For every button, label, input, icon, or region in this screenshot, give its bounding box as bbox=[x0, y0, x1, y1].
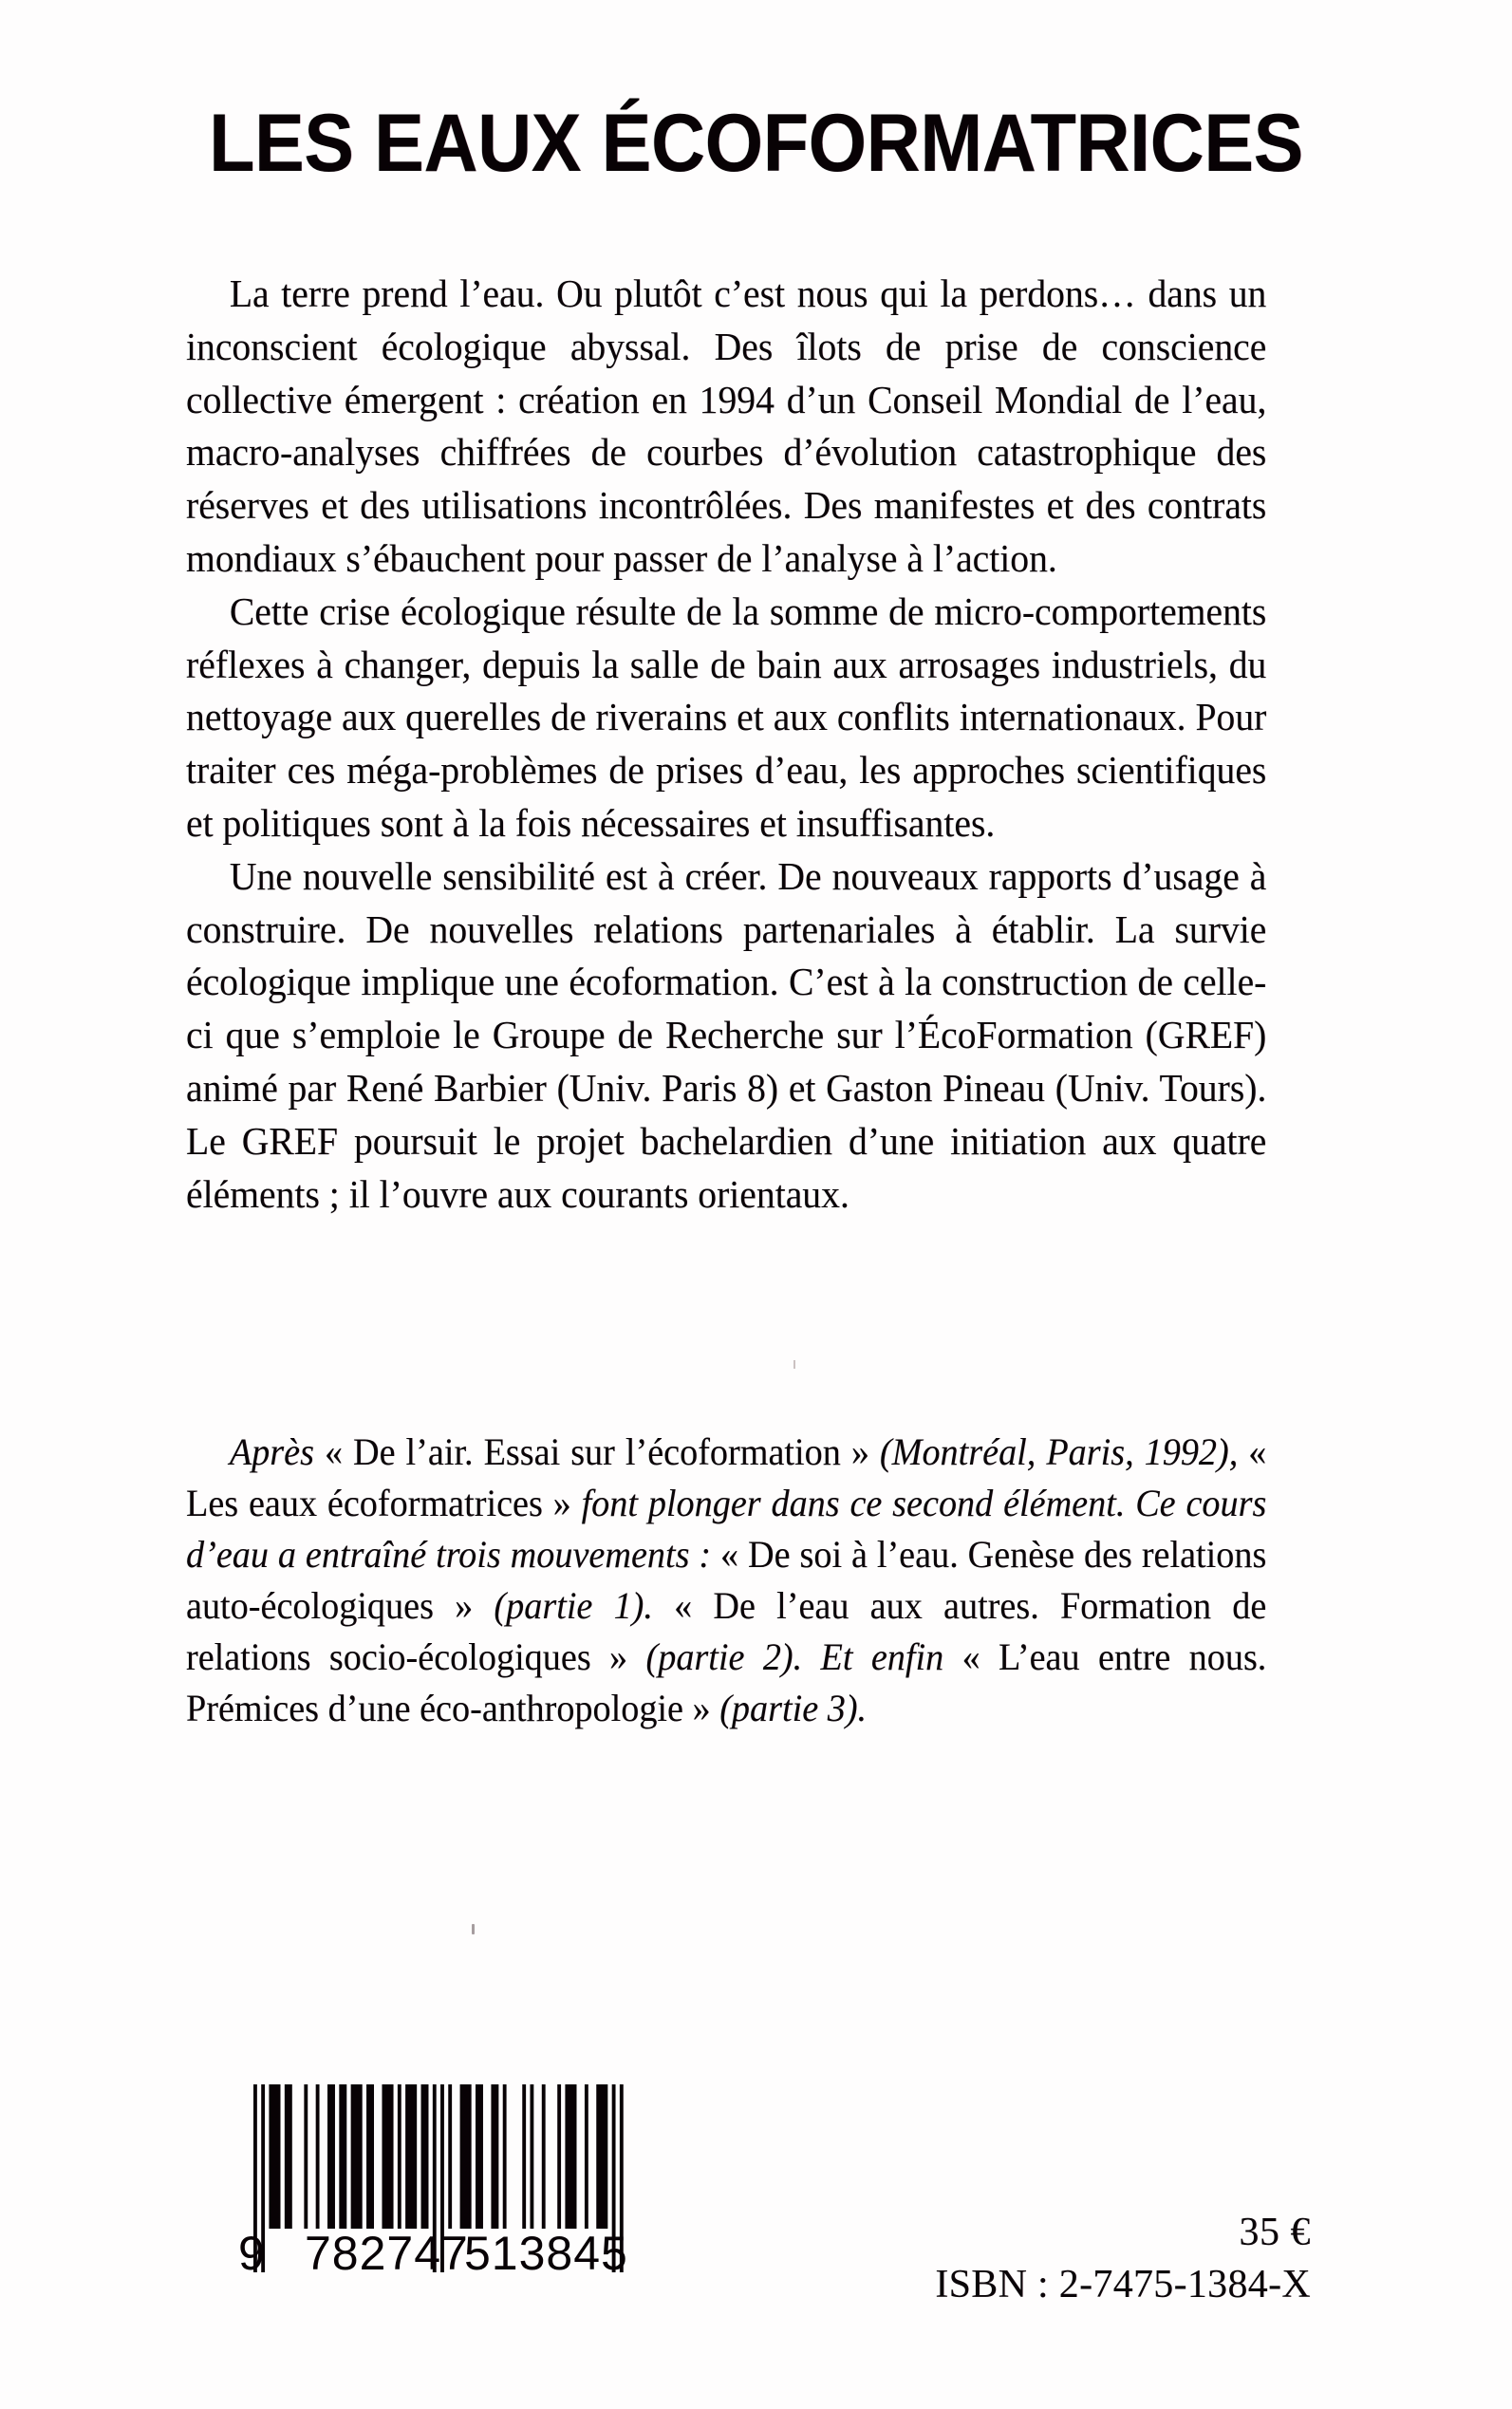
note-segment: « Les eaux écoformatrices » bbox=[186, 1430, 1267, 1524]
blurb-paragraph-2 bbox=[186, 586, 1266, 850]
series-note-block bbox=[186, 1427, 1317, 1734]
colophon bbox=[935, 2208, 1311, 2312]
note-segment: font plonger dans ce second élément. Ce cours d’eau a entraîné trois mouvements : bbox=[186, 1482, 1267, 1576]
title-block bbox=[0, 98, 1512, 189]
blurb-paragraph-3 bbox=[186, 850, 1266, 1222]
barcode bbox=[240, 2084, 631, 2286]
isbn-label: ISBN : 2-7475-1384-X bbox=[935, 2263, 1311, 2306]
note-segment: « L’eau entre nous. Prémices d’une éco-anthropologie » bbox=[186, 1635, 1267, 1729]
note-segment: « De l’eau aux autres. Formation de relations socio-écologiques » bbox=[186, 1584, 1267, 1678]
series-note-paragraph bbox=[186, 1427, 1266, 1734]
barcode-left-group: 782747 bbox=[305, 2227, 469, 2280]
paragraph-text: La terre prend l’eau. Ou plutôt c’est nous qui la perdons… dans un inconscient écologique abyssal. Des îlots de prise de conscience collective émergent : création en 1994 d’un Conseil Mondial de l’eau, macro-analyses chiffrées de courbes d’évolution catastrophique des réserves et des utilisations incontrôlées. Des manifestes et des contrats mondiaux s’ébauchent pour passer de l’analyse à l’action. bbox=[186, 271, 1267, 580]
barcode-bars bbox=[240, 2084, 631, 2286]
note-segment: Après bbox=[229, 1430, 325, 1473]
paragraph-text: Une nouvelle sensibilité est à créer. De nouveaux rapports d’usage à construire. De nouvelles relations partenariales à établir. La survie écologique implique une écoformation. C’est à la construction de celle-ci que s’emploie le Groupe de Recherche sur l’ÉcoFormation (GREF) animé par René Barbier (Univ. Paris 8) et Gaston Pineau (Univ. Tours). Le GREF poursuit le projet bachelardien d’une initiation aux quatre éléments ; il l’ouvre aux courants orientaux. bbox=[186, 853, 1267, 1216]
series-note-text bbox=[186, 1430, 1266, 1729]
scan-artifact bbox=[472, 1924, 475, 1934]
note-segment: « De l’air. Essai sur l’écoformation » bbox=[324, 1430, 880, 1473]
blurb-body bbox=[186, 268, 1317, 1221]
note-segment: (partie 2). Et enfin bbox=[645, 1635, 962, 1678]
barcode-lead-digit: 9 bbox=[238, 2227, 266, 2280]
note-segment: « De soi à l’eau. Genèse des relations auto-écologiques » bbox=[186, 1533, 1267, 1627]
note-segment: (Montréal, Paris, 1992), bbox=[879, 1430, 1249, 1473]
blurb-paragraph-1 bbox=[186, 268, 1266, 586]
paragraph-text: Cette crise écologique résulte de la somme de micro-comportements réflexes à changer, depuis la salle de bain aux arrosages industriels, du nettoyage aux querelles de riverains et aux conflits internationaux. Pour traiter ces méga-problèmes de prises d’eau, les approches scientifiques et politiques sont à la fois nécessaires et insuffisantes. bbox=[186, 588, 1267, 845]
scan-artifact bbox=[793, 1360, 795, 1369]
barcode-right-group: 513845 bbox=[464, 2227, 628, 2280]
note-segment: (partie 3). bbox=[719, 1687, 868, 1729]
page-title: LES EAUX ÉCOFORMATRICES bbox=[209, 98, 1303, 189]
price-label: 35 € bbox=[1239, 2211, 1311, 2254]
note-segment: (partie 1). bbox=[494, 1584, 675, 1627]
